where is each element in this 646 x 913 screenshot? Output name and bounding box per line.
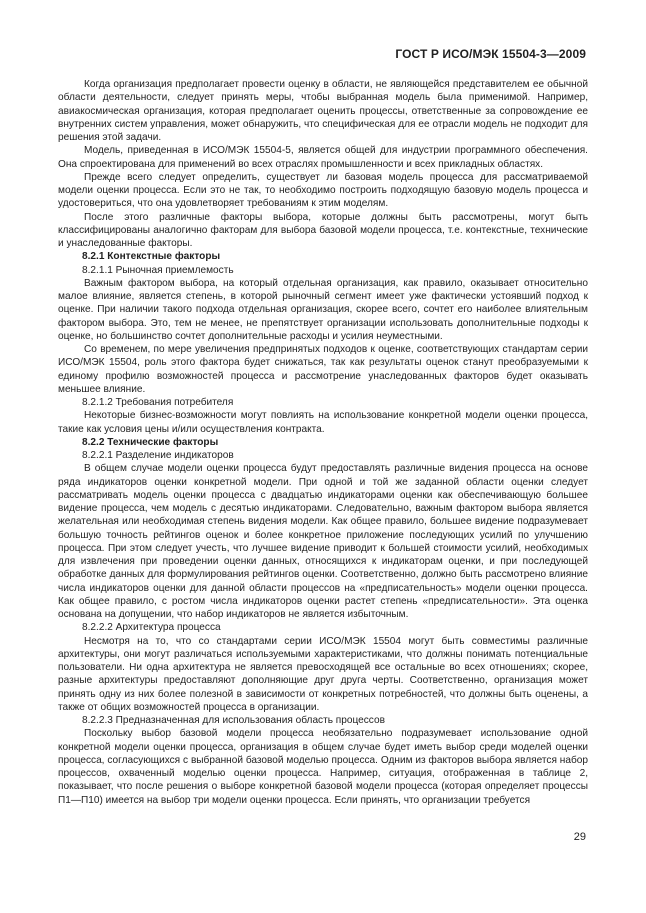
paragraph: Со временем, по мере увеличения предпринятых подходов к оценке, соответствующих стандартам серии ИСО/МЭК 15504, роль этого фактора будет снижаться, так как результаты оценок станут преобразуемыми к единому профилю возможностей процесса и рассмотрение унаследованных факторов будет оказывать меньшее влияние.	[58, 344, 588, 395]
paragraph: Несмотря на то, что со стандартами серии ИСО/МЭК 15504 могут быть совместимы различные архитектуры, они могут различаться используемыми характеристиками, что должны понимать потенциальные пользователи. Ни одна архитектура не является превосходящей все остальные во всех отношениях; скорее, разные архитектуры предоставляют дополняющие друг друга черты. Соответственно, организация может принять одну из них более полезной в зависимости от конкретных потребностей, что должны быть оценены, а также от общих возможностей процесса в организации.	[58, 635, 588, 713]
paragraph: Модель, приведенная в ИСО/МЭК 15504-5, является общей для индустрии программного обеспечения. Она спроектирована для применений во всех отраслях промышленности и всех прикладных областях.	[58, 145, 588, 170]
paragraph: После этого различные факторы выбора, которые должны быть рассмотрены, могут быть классифицированы аналогично факторам для выбора базовой модели процесса, т.е. контекстные, технические и унаследованные факторы.	[58, 211, 588, 249]
subsection-heading-8-2-2-2: 8.2.2.2 Архитектура процесса	[82, 622, 221, 634]
subsection-heading-8-2-1-2: 8.2.1.2 Требования потребителя	[82, 397, 234, 408]
paragraph: Когда организация предполагает провести оценку в области, не являющейся представителем ее обычной области деятельности, следует принять меры, чтобы выбранная модель была применимой. Например, авиакосмическая организация, которая предполагает оценить процессы, ответственные за сопровождение ее внутренних систем управления, может обнаружить, что специфическая для ее отрасли модель не подходит для решения этой задачи.	[58, 79, 588, 143]
subsection-heading-8-2-1-1: 8.2.1.1 Рыночная приемлемость	[82, 264, 234, 276]
page-header: ГОСТ Р ИСО/МЭК 15504-3—2009	[395, 47, 586, 61]
subsection-heading-8-2-2-1: 8.2.2.1 Разделение индикаторов	[82, 450, 234, 461]
subsection-heading-8-2-2-3: 8.2.2.3 Предназначенная для использования область процессов	[82, 715, 385, 726]
paragraph: Прежде всего следует определить, существует ли базовая модель процесса для рассматриваемой модели оценки процесса. Если это не так, то необходимо построить подходящую базовую модель процесса и удостовериться, что она удовлетворяет требованиям к этим моделям.	[58, 171, 588, 210]
paragraph: Важным фактором выбора, на который отдельная организация, как правило, оказывает относительно малое влияние, является степень, в которой рыночный сегмент имеет уже фактически устоявший подход к оценке. При наличии такого подхода отдельная организация, скорее всего, сочтет его наиболее влиятельным фактором выбора. Это, тем не менее, не препятствует организации использовать дополнительные подходы к оценке, но большинство сочтет дополнительные расходы и усилия неуместными.	[58, 277, 588, 342]
section-heading-8-2-2: 8.2.2 Технические факторы	[82, 436, 219, 448]
section-heading-8-2-1: 8.2.1 Контекстные факторы	[82, 251, 221, 263]
paragraph: Некоторые бизнес-возможности могут повлиять на использование конкретной модели оценки процесса, такие как условия цены и/или осуществления контракта.	[58, 410, 588, 435]
page-number: 29	[573, 831, 586, 843]
document-body	[58, 78, 588, 807]
paragraph: В общем случае модели оценки процесса будут предоставлять различные видения процесса на основе ряда индикаторов оценки конкретной модели. При одной и той же заданной области оценки следует рассматривать модель оценки процесса с двадцатью индикаторами оценки как обеспечивающую большее видение процесса, чем модель с десятью индикаторами. Следовательно, важным фактором выбора является желательная или необходимая степень видения модели. Как общее правило, большее видение подразумевает большую точность рейтингов оценок и более конкретное приложение последующих усилий по улучшению процесса. При этом следует учесть, что лучшее видение приводит к большей стоимости усилий, необходимых для извлечения при проведении оценки данных, относящихся к индикаторам оценки, и при последующей обработке данных для формулирования рейтингов оценки. Соответственно, должно быть рассмотрено влияние числа индикаторов оценки для данной области процессов на «предписательность» модели оценки процесса. Как общее правило, с ростом числа индикаторов оценки растет степень «предписательности». Эта оценка основана на допущении, что набор индикаторов не является избыточным.	[58, 463, 588, 620]
paragraph: Поскольку выбор базовой модели процесса необязательно подразумевает использование одной конкретной модели оценки процесса, организация в общем случае будет иметь выбор среди моделей оценки процесса, согласующихся с выбранной базовой моделью процесса. Одним из факторов выбора является набор процессов, охваченный моделью оценки процесса. Например, ситуация, отображенная в таблице 2, показывает, что после решения о выборе конкретной базовой модели процесса (которая определяет процессы П1—П10) имеется на выбор три модели оценки процесса. Если принять, что организации требуется	[58, 728, 588, 806]
